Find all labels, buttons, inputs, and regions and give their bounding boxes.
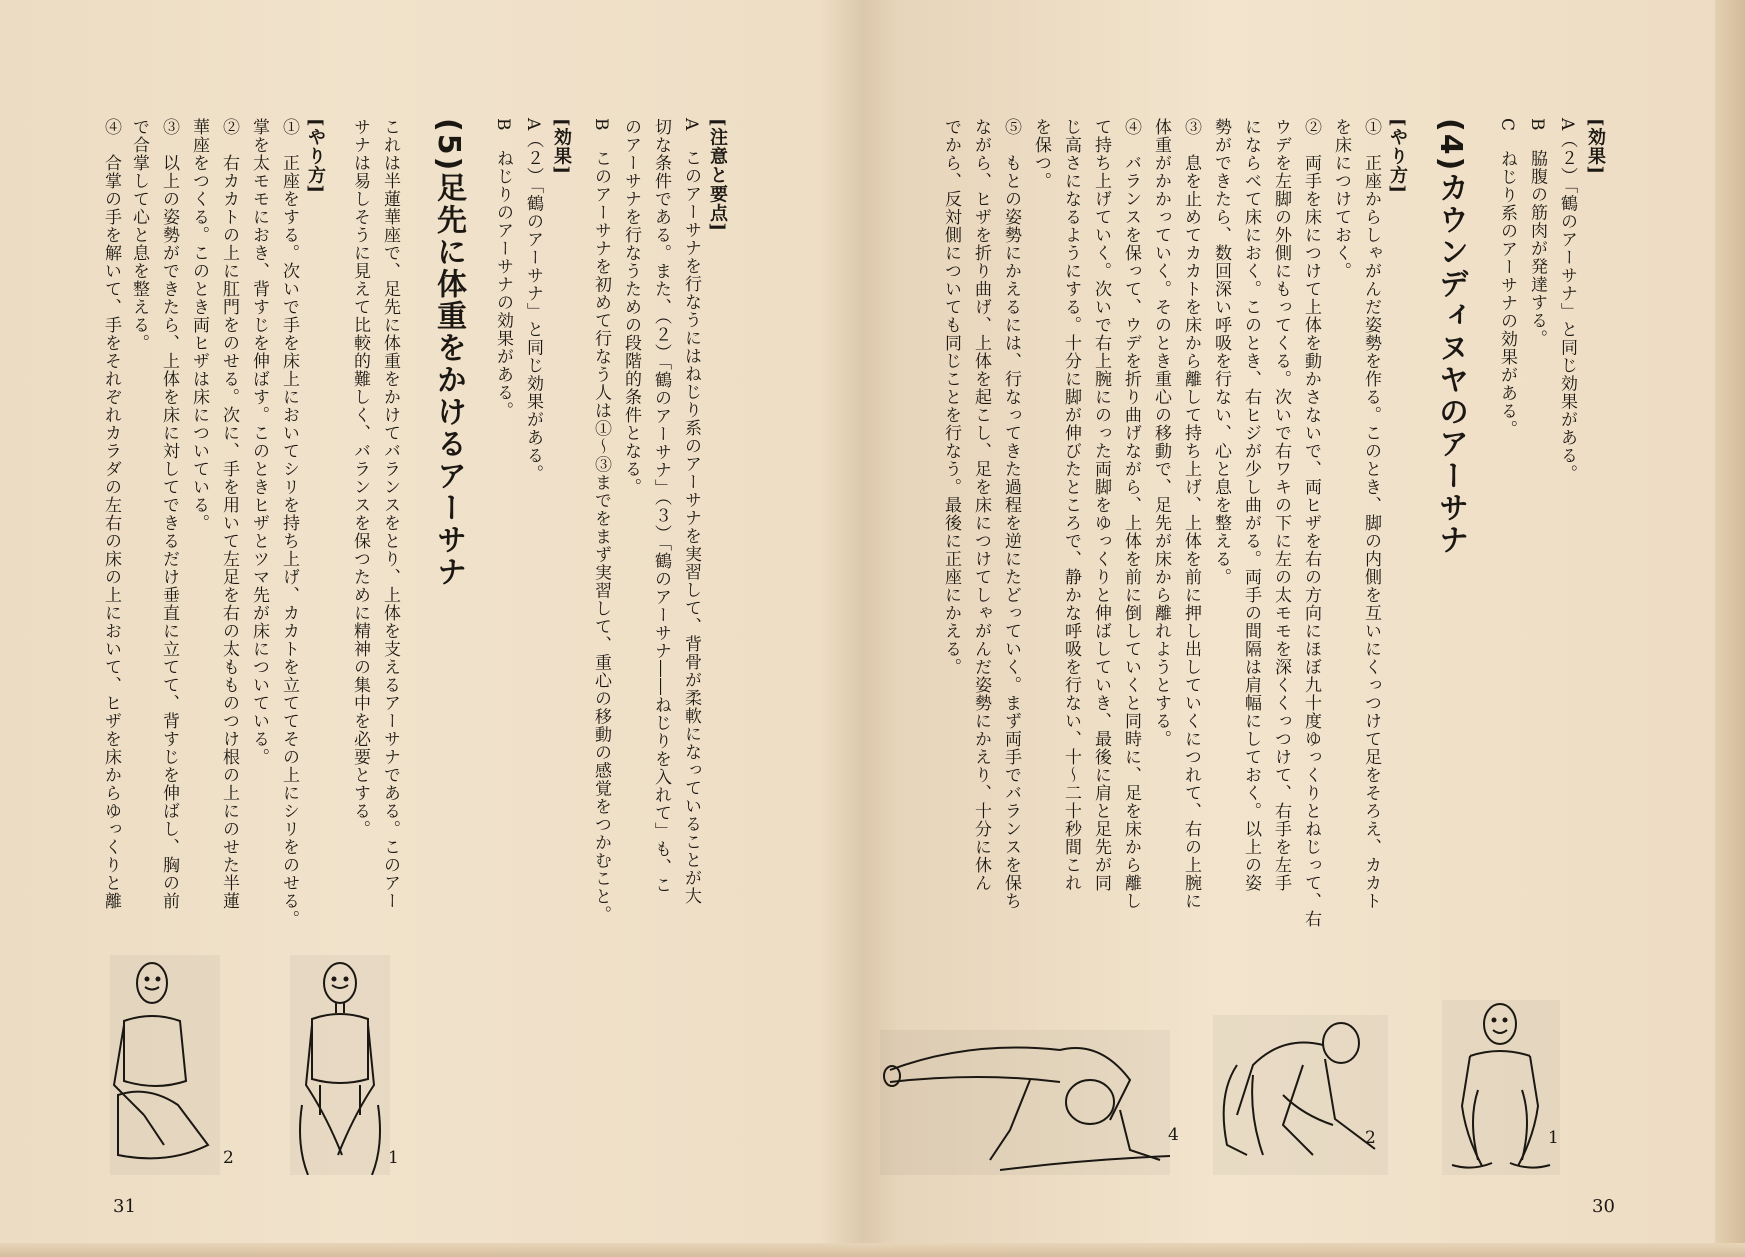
method-line: でから、反対側についても同じことを行なう。最後に正座にかえる。 xyxy=(941,118,961,676)
figure-label: 2 xyxy=(1365,1128,1376,1148)
pose-figure-4 xyxy=(880,1030,1170,1175)
effects-heading: [効果] xyxy=(1585,118,1606,176)
notes-line: のアーサナを行なうための段階的条件となる。 xyxy=(621,118,641,496)
method-line: ① 正座をする。次いで手を床上においてシリを持ち上げ、カカトを立ててその上にシリをのせる。 xyxy=(279,118,299,928)
notes-line: A このアーサナを行なうにはねじり系のアーサナを実習して、背骨が柔軟になっていることが大 xyxy=(681,118,701,906)
method-line: 勢ができたら、数回深い呼吸を行ない、心と息を整える。 xyxy=(1211,118,1231,586)
effects-line: A（２）「鶴のアーサナ」と同じ効果がある。 xyxy=(1557,118,1577,483)
method-line: 掌を太モモにおき、背すじを伸ばす。このときヒザとツマ先が床についている。 xyxy=(249,118,269,766)
left-page xyxy=(0,0,865,1257)
method-line: を保つ。 xyxy=(1031,118,1051,190)
intro-line: これは半蓮華座で、足先に体重をかけてバランスをとり、上体を支えるアーサナである。このアー xyxy=(380,118,400,910)
notes-heading: [注意と要点] xyxy=(707,118,728,233)
intro-line: サナは易しそうに見えて比較的難しく、バランスを保つために精神の集中を必要とする。 xyxy=(350,118,370,838)
figure-label: 2 xyxy=(223,1148,234,1168)
pose-figure-1 xyxy=(290,955,390,1175)
effects-line: C ねじり系のアーサナの効果がある。 xyxy=(1497,118,1517,439)
pose-figure-2 xyxy=(110,955,220,1175)
method-line: を床につけておく。 xyxy=(1331,118,1351,280)
effects-line: A（２）「鶴のアーサナ」と同じ効果がある。 xyxy=(523,118,543,483)
notes-line: B このアーサナを初めて行なう人は①〜③までをまず実習して、重心の移動の感覚をつかむこと。 xyxy=(591,118,611,924)
pose-figure-1 xyxy=(1442,1000,1560,1175)
pose-figure-2 xyxy=(1213,1015,1388,1175)
notes-line: 切な条件である。また、（２）「鶴のアーサナ」（３）「鶴のアーサナ――ねじりを入れて」も、こ xyxy=(651,118,671,894)
method-line: ③ 以上の姿勢ができたら、上体を床に対してできるだけ垂直に立てて、背すじを伸ばし、胸の前 xyxy=(159,118,179,910)
section-title: (5)足先に体重をかけるアーサナ xyxy=(431,118,466,589)
method-heading: [やり方] xyxy=(305,118,326,195)
method-line: で合掌して心と息を整える。 xyxy=(129,118,149,352)
method-line: ウデを左脚の外側にもってくる。次いで右ワキの下に左の太モモを深くくっつけて、右手を左手 xyxy=(1271,118,1291,892)
figure-label: 1 xyxy=(1548,1128,1559,1148)
method-line: て持ち上げていく。次いで右上腕にのった両脚をゆっくりと伸ばしていき、最後に肩と足先が同 xyxy=(1091,118,1111,892)
method-heading: [やり方] xyxy=(1387,118,1408,195)
method-line: 体重がかかっていく。そのとき重心の移動で、足先が床から離れようとする。 xyxy=(1151,118,1171,748)
method-line: ③ 息を止めてカカトを床から離して持ち上げ、上体を前に押し出していくにつれて、右の上腕に xyxy=(1181,118,1201,910)
page-number: 31 xyxy=(113,1196,136,1217)
method-line: ① 正座からしゃがんだ姿勢を作る。このとき、脚の内側を互いにくっつけて足をそろえ、カカト xyxy=(1361,118,1381,910)
figure-label: 1 xyxy=(388,1148,399,1168)
method-line: ながら、ヒザを折り曲げ、上体を起こし、足を床につけてしゃがんだ姿勢にかえり、十分に休ん xyxy=(971,118,991,892)
effects-line: B ねじりのアーサナの効果がある。 xyxy=(493,118,513,420)
figure-label: 4 xyxy=(1168,1125,1179,1145)
effects-line: B 脇腹の筋肉が発達する。 xyxy=(1527,118,1547,348)
method-line: にならべて床におく。このとき、右ヒジが少し曲がる。両手の間隔は肩幅にしておく。以上の姿 xyxy=(1241,118,1261,892)
right-page xyxy=(880,0,1745,1257)
method-line: ② 右カカトの上に肛門をのせる。次に、手を用いて左足を右の太もものつけ根の上にのせた半蓮 xyxy=(219,118,239,910)
method-line: 華座をつくる。このとき両ヒザは床についている。 xyxy=(189,118,209,532)
page-number: 30 xyxy=(1592,1196,1615,1217)
method-line: ② 両手を床につけて上体を動かさないで、両ヒザを右の方向にほぼ九十度ゆっくりとねじって、右 xyxy=(1301,118,1321,928)
effects-heading: [効果] xyxy=(551,118,572,176)
method-line: ④ バランスを保って、ウデを折り曲げながら、上体を前に倒していくと同時に、足を床から離し xyxy=(1121,118,1141,910)
section-title: (4)カウンディヌヤのアーサナ xyxy=(1433,118,1468,557)
method-line: ⑤ もとの姿勢にかえるには、行なってきた過程を逆にたどっていく。まず両手でバランスを保ち xyxy=(1001,118,1021,910)
method-line: じ高さになるようにする。十分に脚が伸びたところで、静かな呼吸を行ない、十〜二十秒間これ xyxy=(1061,118,1081,892)
method-line: ④ 合掌の手を解いて、手をそれぞれカラダの左右の床の上において、ヒザを床からゆっくりと離 xyxy=(101,118,121,910)
